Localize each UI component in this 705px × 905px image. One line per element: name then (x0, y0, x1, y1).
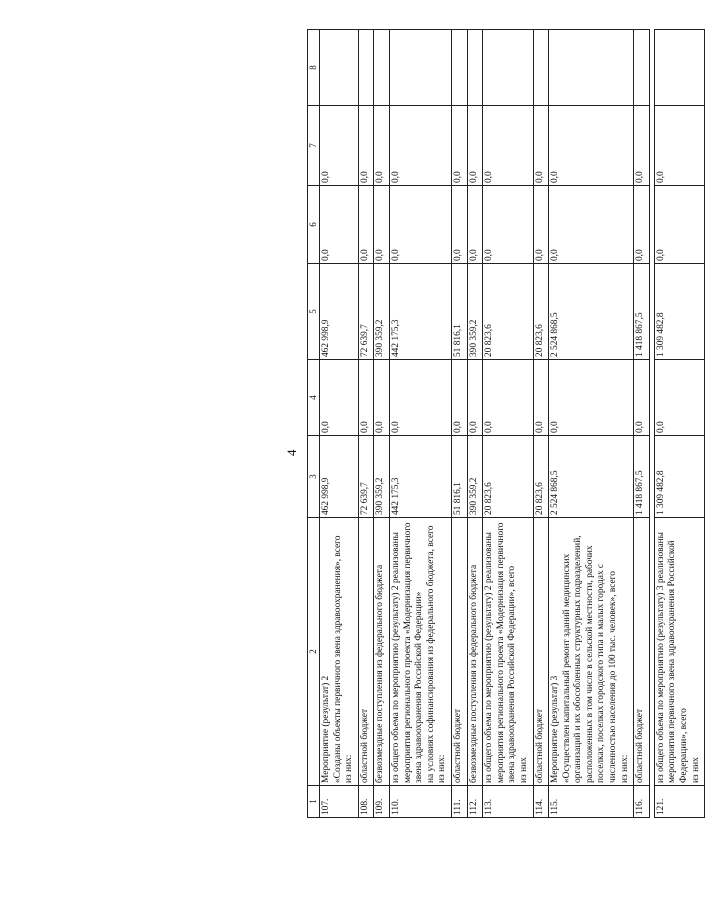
cell-col-7: 0,0 (374, 106, 390, 186)
row-name: безвозмездные поступления из федерального бюджета (467, 518, 483, 786)
cell-col-5: 51 816,1 (451, 264, 467, 360)
cell-col-6: 0,0 (389, 186, 451, 264)
cell-col-3: 20 823,6 (483, 436, 533, 518)
row-number: 110. (389, 786, 451, 818)
column-header: 3 (308, 436, 320, 518)
cell-col-4: 0,0 (389, 360, 451, 436)
table-row (451, 30, 467, 818)
cell-col-7: 0,0 (533, 106, 549, 186)
row-number: 115. (549, 786, 634, 818)
cell-col-6: 0,0 (374, 186, 390, 264)
cell-col-5: 2 524 868,5 (549, 264, 634, 360)
cell-col-3: 2 524 868,5 (549, 436, 634, 518)
row-name: областной бюджет (533, 518, 549, 786)
row-name: областной бюджет (451, 518, 467, 786)
cell-col-7: 0,0 (451, 106, 467, 186)
budget-table (307, 29, 705, 818)
cell-col-5: 1 418 867,5 (634, 264, 650, 360)
cell-col-8 (320, 30, 359, 106)
table-row (467, 30, 483, 818)
cell-col-3: 390 359,2 (467, 436, 483, 518)
row-name: областной бюджет (358, 518, 374, 786)
cell-col-3: 72 639,7 (358, 436, 374, 518)
cell-col-3: 1 418 867,5 (634, 436, 650, 518)
cell-col-3: 442 175,3 (389, 436, 451, 518)
cell-col-8 (549, 30, 634, 106)
cell-col-5: 1 309 482,8 (654, 264, 704, 360)
row-number: 114. (533, 786, 549, 818)
cell-col-8 (634, 30, 650, 106)
cell-col-3: 51 816,1 (451, 436, 467, 518)
cell-col-7: 0,0 (549, 106, 634, 186)
row-number: 113. (483, 786, 533, 818)
row-name: из общего объема по мероприятию (результату) 2 реализованы мероприятия регионального проекта «Модернизация первичного звена здравоохранения Российской Федерации», всего из них (483, 518, 533, 786)
cell-col-6: 0,0 (467, 186, 483, 264)
table-row (533, 30, 549, 818)
cell-col-4: 0,0 (654, 360, 704, 436)
cell-col-3: 390 359,2 (374, 436, 390, 518)
row-name: Мероприятие (результат) 3 «Осуществлен капитальный ремонт зданий медицинских организаций и их обособленных структурных подразделений, расположенных в том числе в сельской местности, рабочих поселках, поселках городского типа и малых городах с численностью населения до 100 тыс. человек», всего из них: (549, 518, 634, 786)
column-header: 8 (308, 30, 320, 106)
table-row (358, 30, 374, 818)
table-row (374, 30, 390, 818)
cell-col-8 (467, 30, 483, 106)
cell-col-5: 390 359,2 (374, 264, 390, 360)
cell-col-3: 462 998,9 (320, 436, 359, 518)
cell-col-7: 0,0 (358, 106, 374, 186)
row-name: из общего объема по мероприятию (результату) 3 реализованы мероприятия первичного звена здравоохранения Российской Федерации», всего из них (654, 518, 704, 786)
cell-col-6: 0,0 (533, 186, 549, 264)
cell-col-4: 0,0 (451, 360, 467, 436)
table-row (389, 30, 451, 818)
cell-col-4: 0,0 (483, 360, 533, 436)
table-row (634, 30, 650, 818)
cell-col-8 (374, 30, 390, 106)
column-header: 7 (308, 106, 320, 186)
column-header: 4 (308, 360, 320, 436)
cell-col-7: 0,0 (483, 106, 533, 186)
cell-col-8 (483, 30, 533, 106)
cell-col-6: 0,0 (549, 186, 634, 264)
row-number: 116. (634, 786, 650, 818)
cell-col-3: 20 823,6 (533, 436, 549, 518)
cell-col-8 (654, 30, 704, 106)
row-number: 121. (654, 786, 704, 818)
cell-col-6: 0,0 (634, 186, 650, 264)
cell-col-7: 0,0 (654, 106, 704, 186)
cell-col-7: 0,0 (320, 106, 359, 186)
table-row (483, 30, 533, 818)
cell-col-4: 0,0 (374, 360, 390, 436)
cell-col-4: 0,0 (358, 360, 374, 436)
cell-col-5: 462 998,9 (320, 264, 359, 360)
cell-col-8 (358, 30, 374, 106)
cell-col-7: 0,0 (389, 106, 451, 186)
column-header: 6 (308, 186, 320, 264)
cell-col-8 (389, 30, 451, 106)
row-number: 109. (374, 786, 390, 818)
cell-col-6: 0,0 (320, 186, 359, 264)
cell-col-7: 0,0 (634, 106, 650, 186)
cell-col-4: 0,0 (549, 360, 634, 436)
cell-col-5: 390 359,2 (467, 264, 483, 360)
cell-col-6: 0,0 (451, 186, 467, 264)
cell-col-5: 20 823,6 (483, 264, 533, 360)
table-row (320, 30, 359, 818)
column-header: 1 (308, 786, 320, 818)
table-row (549, 30, 634, 818)
cell-col-4: 0,0 (533, 360, 549, 436)
cell-col-4: 0,0 (467, 360, 483, 436)
row-name: безвозмездные поступления из федерального бюджета (374, 518, 390, 786)
cell-col-7: 0,0 (467, 106, 483, 186)
table-row (654, 30, 704, 818)
cell-col-6: 0,0 (654, 186, 704, 264)
cell-col-5: 20 823,6 (533, 264, 549, 360)
row-number: 112. (467, 786, 483, 818)
row-name: Мероприятие (результат) 2 «Созданы объекты первичного звена здравоохранения», всего из них: (320, 518, 359, 786)
column-number-row (308, 30, 320, 818)
cell-col-5: 442 175,3 (389, 264, 451, 360)
column-header: 5 (308, 264, 320, 360)
cell-col-4: 0,0 (320, 360, 359, 436)
cell-col-6: 0,0 (483, 186, 533, 264)
cell-col-5: 72 639,7 (358, 264, 374, 360)
row-number: 107. (320, 786, 359, 818)
cell-col-8 (451, 30, 467, 106)
column-header: 2 (308, 518, 320, 786)
row-name: областной бюджет (634, 518, 650, 786)
cell-col-8 (533, 30, 549, 106)
page-number: 4 (284, 449, 299, 456)
cell-col-3: 1 309 482,8 (654, 436, 704, 518)
row-number: 111. (451, 786, 467, 818)
row-name: из общего объема по мероприятию (результату) 2 реализованы мероприятия регионального проекта «Модернизация первичного звена здравоохранения Российской Федерации» на условиях софинансирования из федерального бюджета, всего из них: (389, 518, 451, 786)
cell-col-4: 0,0 (634, 360, 650, 436)
row-number: 108. (358, 786, 374, 818)
cell-col-6: 0,0 (358, 186, 374, 264)
